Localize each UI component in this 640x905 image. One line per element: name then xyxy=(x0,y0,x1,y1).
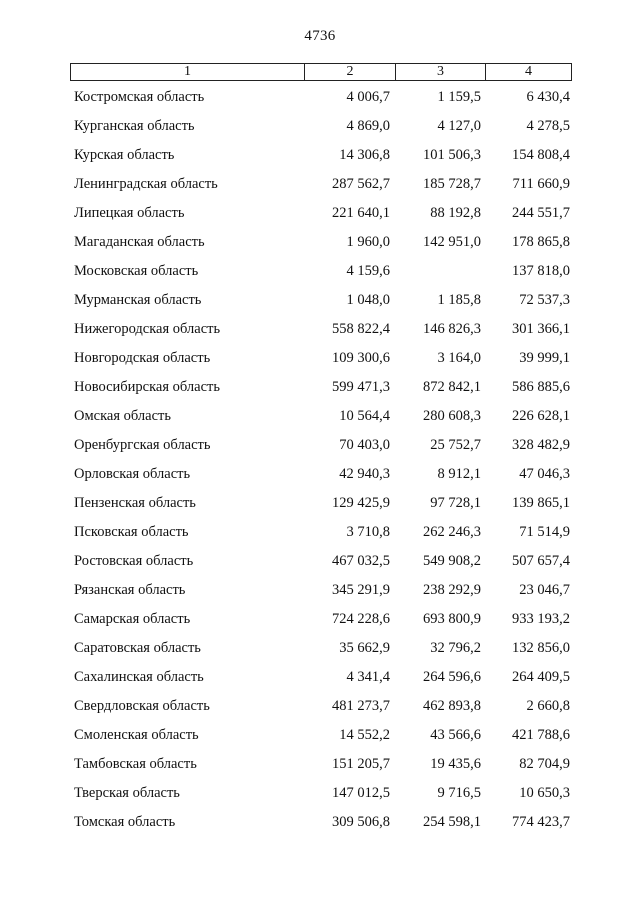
value-col-2: 221 640,1 xyxy=(332,205,390,221)
region-name: Оренбургская область xyxy=(74,437,211,453)
table-row xyxy=(0,579,640,608)
value-col-3: 185 728,7 xyxy=(423,176,481,192)
table-row xyxy=(0,666,640,695)
value-col-2: 1 960,0 xyxy=(346,234,390,250)
value-col-4: 23 046,7 xyxy=(519,582,570,598)
table-row xyxy=(0,724,640,753)
value-col-4: 71 514,9 xyxy=(519,524,570,540)
table-row xyxy=(0,376,640,405)
value-col-3: 9 716,5 xyxy=(437,785,481,801)
region-name: Омская область xyxy=(74,408,171,424)
value-col-3: 262 246,3 xyxy=(423,524,481,540)
value-col-2: 109 300,6 xyxy=(332,350,390,366)
value-col-3: 3 164,0 xyxy=(437,350,481,366)
header-col-4: 4 xyxy=(485,64,571,80)
value-col-4: 4 278,5 xyxy=(526,118,570,134)
table-body xyxy=(0,86,640,840)
value-col-2: 481 273,7 xyxy=(332,698,390,714)
value-col-3: 280 608,3 xyxy=(423,408,481,424)
value-col-2: 4 869,0 xyxy=(346,118,390,134)
value-col-2: 14 306,8 xyxy=(339,147,390,163)
value-col-4: 6 430,4 xyxy=(526,89,570,105)
value-col-2: 309 506,8 xyxy=(332,814,390,830)
value-col-3: 142 951,0 xyxy=(423,234,481,250)
value-col-3: 254 598,1 xyxy=(423,814,481,830)
region-name: Курганская область xyxy=(74,118,195,134)
value-col-2: 147 012,5 xyxy=(332,785,390,801)
value-col-2: 129 425,9 xyxy=(332,495,390,511)
value-col-4: 82 704,9 xyxy=(519,756,570,772)
region-name: Нижегородская область xyxy=(74,321,221,337)
value-col-4: 264 409,5 xyxy=(512,669,570,685)
value-col-4: 10 650,3 xyxy=(519,785,570,801)
value-col-2: 4 341,4 xyxy=(346,669,390,685)
value-col-2: 70 403,0 xyxy=(339,437,390,453)
table-row xyxy=(0,202,640,231)
value-col-3: 43 566,6 xyxy=(430,727,481,743)
value-col-2: 558 822,4 xyxy=(332,321,390,337)
value-col-4: 47 046,3 xyxy=(519,466,570,482)
value-col-4: 244 551,7 xyxy=(512,205,570,221)
value-col-3: 8 912,1 xyxy=(437,466,481,482)
value-col-3: 693 800,9 xyxy=(423,611,481,627)
region-name: Новгородская область xyxy=(74,350,211,366)
table-row xyxy=(0,637,640,666)
region-name: Костромская область xyxy=(74,89,205,105)
value-col-2: 42 940,3 xyxy=(339,466,390,482)
value-col-2: 4 006,7 xyxy=(346,89,390,105)
value-col-2: 151 205,7 xyxy=(332,756,390,772)
region-name: Саратовская область xyxy=(74,640,201,656)
table-row xyxy=(0,608,640,637)
value-col-2: 10 564,4 xyxy=(339,408,390,424)
region-name: Сахалинская область xyxy=(74,669,204,685)
table-row xyxy=(0,550,640,579)
value-col-4: 328 482,9 xyxy=(512,437,570,453)
table-row xyxy=(0,347,640,376)
value-col-4: 226 628,1 xyxy=(512,408,570,424)
table-row xyxy=(0,811,640,840)
value-col-4: 507 657,4 xyxy=(512,553,570,569)
value-col-2: 345 291,9 xyxy=(332,582,390,598)
region-name: Самарская область xyxy=(74,611,191,627)
table-row xyxy=(0,695,640,724)
table-row xyxy=(0,463,640,492)
table-row xyxy=(0,231,640,260)
value-col-2: 1 048,0 xyxy=(346,292,390,308)
region-name: Орловская область xyxy=(74,466,191,482)
value-col-3: 97 728,1 xyxy=(430,495,481,511)
value-col-2: 724 228,6 xyxy=(332,611,390,627)
value-col-4: 2 660,8 xyxy=(526,698,570,714)
region-name: Томская область xyxy=(74,814,176,830)
region-name: Новосибирская область xyxy=(74,379,220,395)
region-name: Свердловская область xyxy=(74,698,210,714)
table-row xyxy=(0,144,640,173)
table-row xyxy=(0,318,640,347)
region-name: Ленинградская область xyxy=(74,176,218,192)
value-col-2: 599 471,3 xyxy=(332,379,390,395)
table-row xyxy=(0,260,640,289)
value-col-4: 711 660,9 xyxy=(512,176,570,192)
region-name: Московская область xyxy=(74,263,199,279)
region-name: Мурманская область xyxy=(74,292,202,308)
value-col-2: 35 662,9 xyxy=(339,640,390,656)
value-col-2: 287 562,7 xyxy=(332,176,390,192)
value-col-4: 39 999,1 xyxy=(519,350,570,366)
value-col-3: 238 292,9 xyxy=(423,582,481,598)
value-col-3: 264 596,6 xyxy=(423,669,481,685)
value-col-3: 88 192,8 xyxy=(430,205,481,221)
value-col-4: 72 537,3 xyxy=(519,292,570,308)
value-col-3: 4 127,0 xyxy=(437,118,481,134)
table-row xyxy=(0,173,640,202)
region-name: Курская область xyxy=(74,147,175,163)
value-col-4: 933 193,2 xyxy=(512,611,570,627)
value-col-3: 32 796,2 xyxy=(430,640,481,656)
value-col-3: 101 506,3 xyxy=(423,147,481,163)
value-col-3: 462 893,8 xyxy=(423,698,481,714)
value-col-3: 549 908,2 xyxy=(423,553,481,569)
header-col-3: 3 xyxy=(395,64,485,80)
value-col-3: 25 752,7 xyxy=(430,437,481,453)
value-col-2: 3 710,8 xyxy=(346,524,390,540)
value-col-4: 154 808,4 xyxy=(512,147,570,163)
region-name: Липецкая область xyxy=(74,205,185,221)
value-col-3: 1 159,5 xyxy=(437,89,481,105)
table-row xyxy=(0,492,640,521)
region-name: Пензенская область xyxy=(74,495,196,511)
value-col-2: 467 032,5 xyxy=(332,553,390,569)
value-col-4: 178 865,8 xyxy=(512,234,570,250)
table-row xyxy=(0,115,640,144)
table-header xyxy=(70,63,572,81)
value-col-4: 301 366,1 xyxy=(512,321,570,337)
region-name: Псковская область xyxy=(74,524,189,540)
region-name: Тамбовская область xyxy=(74,756,197,772)
table-row xyxy=(0,289,640,318)
region-name: Смоленская область xyxy=(74,727,199,743)
value-col-2: 4 159,6 xyxy=(346,263,390,279)
region-name: Ростовская область xyxy=(74,553,194,569)
value-col-3: 872 842,1 xyxy=(423,379,481,395)
value-col-3: 146 826,3 xyxy=(423,321,481,337)
table-row xyxy=(0,521,640,550)
table-row xyxy=(0,782,640,811)
region-name: Рязанская область xyxy=(74,582,186,598)
table-row xyxy=(0,434,640,463)
value-col-3: 1 185,8 xyxy=(437,292,481,308)
table-row xyxy=(0,405,640,434)
page-number: 4736 xyxy=(304,28,336,44)
value-col-4: 139 865,1 xyxy=(512,495,570,511)
value-col-4: 774 423,7 xyxy=(512,814,570,830)
value-col-2: 14 552,2 xyxy=(339,727,390,743)
table-row xyxy=(0,86,640,115)
header-col-2: 2 xyxy=(304,64,395,80)
header-col-1: 1 xyxy=(184,64,191,79)
value-col-3: 19 435,6 xyxy=(430,756,481,772)
table-row xyxy=(0,753,640,782)
value-col-4: 586 885,6 xyxy=(512,379,570,395)
region-name: Магаданская область xyxy=(74,234,205,250)
value-col-4: 421 788,6 xyxy=(512,727,570,743)
region-name: Тверская область xyxy=(74,785,180,801)
value-col-4: 137 818,0 xyxy=(512,263,570,279)
value-col-4: 132 856,0 xyxy=(512,640,570,656)
